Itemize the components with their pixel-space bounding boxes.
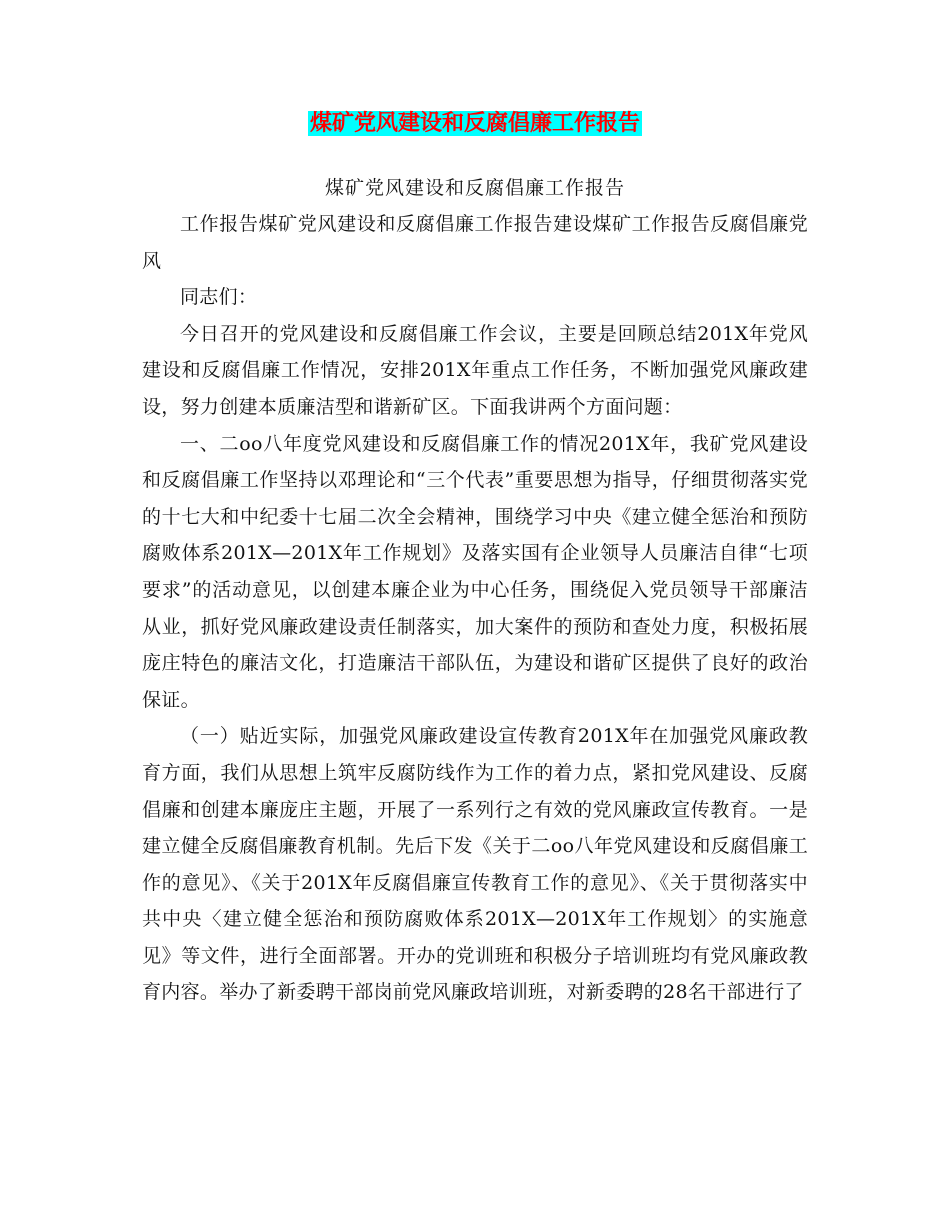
paragraph-subsection-one: （一）贴近实际，加强党风廉政建设宣传教育201X年在加强党风廉政教育方面，我们从思想上筑牢反腐防线作为工作的着力点，紧扣党风建设、反腐倡廉和创建本廉庞庄主题，开展了一系列行之有效的党风廉政宣传教育。一是建立健全反腐倡廉教育机制。先后下发《关于二oo八年党风建设和反腐倡廉工作的意见》、《关于201X年反腐倡廉宣传教育工作的意见》、《关于贯彻落实中共中央〈建立健全惩治和预防腐败体系201X—201X年工作规划〉的实施意见》等文件，进行全面部署。开办的党训班和积极分子培训班均有党风廉政教育内容。举办了新委聘干部岗前党风廉政培训班，对新委聘的28名干部进行了 [142, 725, 808, 1004]
document-title [142, 104, 808, 144]
paragraph-keywords: 工作报告煤矿党风建设和反腐倡廉工作报告建设煤矿工作报告反腐倡廉党风 [142, 213, 808, 272]
paragraph-salutation: 同志们： [180, 286, 258, 309]
document-title-text: 煤矿党风建设和反腐倡廉工作报告 [309, 111, 640, 136]
paragraph-section-one: 一、二oo八年度党风建设和反腐倡廉工作的情况201X年，我矿党风建设和反腐倡廉工作坚持以邓理论和“三个代表”重要思想为指导，仔细贯彻落实党的十七大和中纪委十七届二次全会精神，围绕学习中央《建立健全惩治和预防腐败体系201X—201X年工作规划》及落实国有企业领导人员廉洁自律“七项要求”的活动意见，以创建本廉企业为中心任务，围绕促入党员领导干部廉洁从业，抓好党风廉政建设责任制落实，加大案件的预防和查处力度，积极拓展庞庄特色的廉洁文化，打造廉洁干部队伍，为建设和谐矿区提供了良好的政治保证。 [142, 432, 808, 711]
document-page [142, 104, 808, 1011]
paragraph-intro: 今日召开的党风建设和反腐倡廉工作会议，主要是回顾总结201X年党风建设和反腐倡廉工作情况，安排201X年重点工作任务，不断加强党风廉政建设，努力创建本质廉洁型和谐新矿区。下面我讲两个方面问题： [142, 322, 808, 418]
document-subtitle: 煤矿党风建设和反腐倡廉工作报告 [324, 177, 625, 199]
